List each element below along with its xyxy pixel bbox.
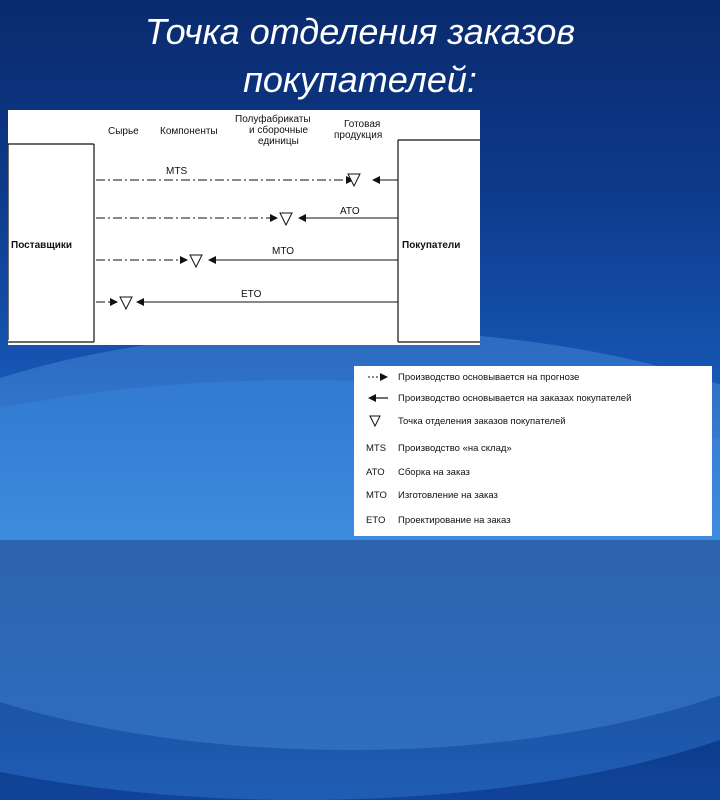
mto-row <box>96 246 398 267</box>
mts-row <box>96 166 398 186</box>
legend-eto-abbr: ETO <box>366 515 386 526</box>
legend-mts-desc: Производство «на склад» <box>398 443 512 454</box>
decoupling-point-icon <box>280 213 292 225</box>
suppliers-label: Поставщики <box>11 240 73 251</box>
legend-ato-abbr: ATO <box>366 467 385 478</box>
eto-row <box>96 289 398 309</box>
mto-label: MTO <box>272 246 295 257</box>
column-components: Компоненты <box>160 126 218 137</box>
forecast-arrow-icon <box>270 214 278 222</box>
forecast-arrow-icon <box>110 298 118 306</box>
legend-mto-abbr: MTO <box>366 490 387 501</box>
forecast-arrow-icon <box>180 256 188 264</box>
column-finished-2: продукция <box>334 130 383 141</box>
slide-title <box>0 8 720 104</box>
legend-mts-abbr: MTS <box>366 443 387 454</box>
column-raw: Сырье <box>108 126 139 137</box>
ato-label: ATO <box>340 206 360 217</box>
diagram-svg <box>8 110 480 345</box>
eto-label: ETO <box>241 289 262 300</box>
ato-row <box>96 206 398 225</box>
legend-decoupling-text: Точка отделения заказов покупателей <box>398 416 566 427</box>
order-arrow-icon <box>136 298 144 306</box>
legend-orders-text: Производство основывается на заказах покупателей <box>398 393 632 404</box>
column-semi-2: и сборочные <box>249 125 309 136</box>
order-arrow-icon <box>372 176 380 184</box>
mts-label: MTS <box>166 166 188 177</box>
title-line-2: покупателей: <box>243 59 477 100</box>
legend-svg <box>354 366 712 536</box>
legend-eto-desc: Проектирование на заказ <box>398 515 511 526</box>
order-arrow-icon <box>298 214 306 222</box>
legend-forecast-text: Производство основывается на прогнозе <box>398 372 580 383</box>
legend <box>354 366 712 536</box>
column-finished-1: Готовая <box>344 119 381 130</box>
title-line-1: Точка отделения заказов <box>144 11 576 52</box>
column-semi-1: Полуфабрикаты <box>235 114 311 125</box>
decoupling-point-icon <box>190 255 202 267</box>
decoupling-diagram <box>8 110 480 345</box>
forecast-arrow-icon <box>380 373 388 381</box>
legend-ato-desc: Сборка на заказ <box>398 467 470 478</box>
decoupling-point-icon <box>120 297 132 309</box>
decoupling-point-icon <box>370 416 380 426</box>
order-arrow-icon <box>208 256 216 264</box>
order-arrow-icon <box>368 394 376 402</box>
column-semi-3: единицы <box>258 136 299 147</box>
legend-mto-desc: Изготовление на заказ <box>398 490 498 501</box>
customers-label: Покупатели <box>402 240 461 251</box>
